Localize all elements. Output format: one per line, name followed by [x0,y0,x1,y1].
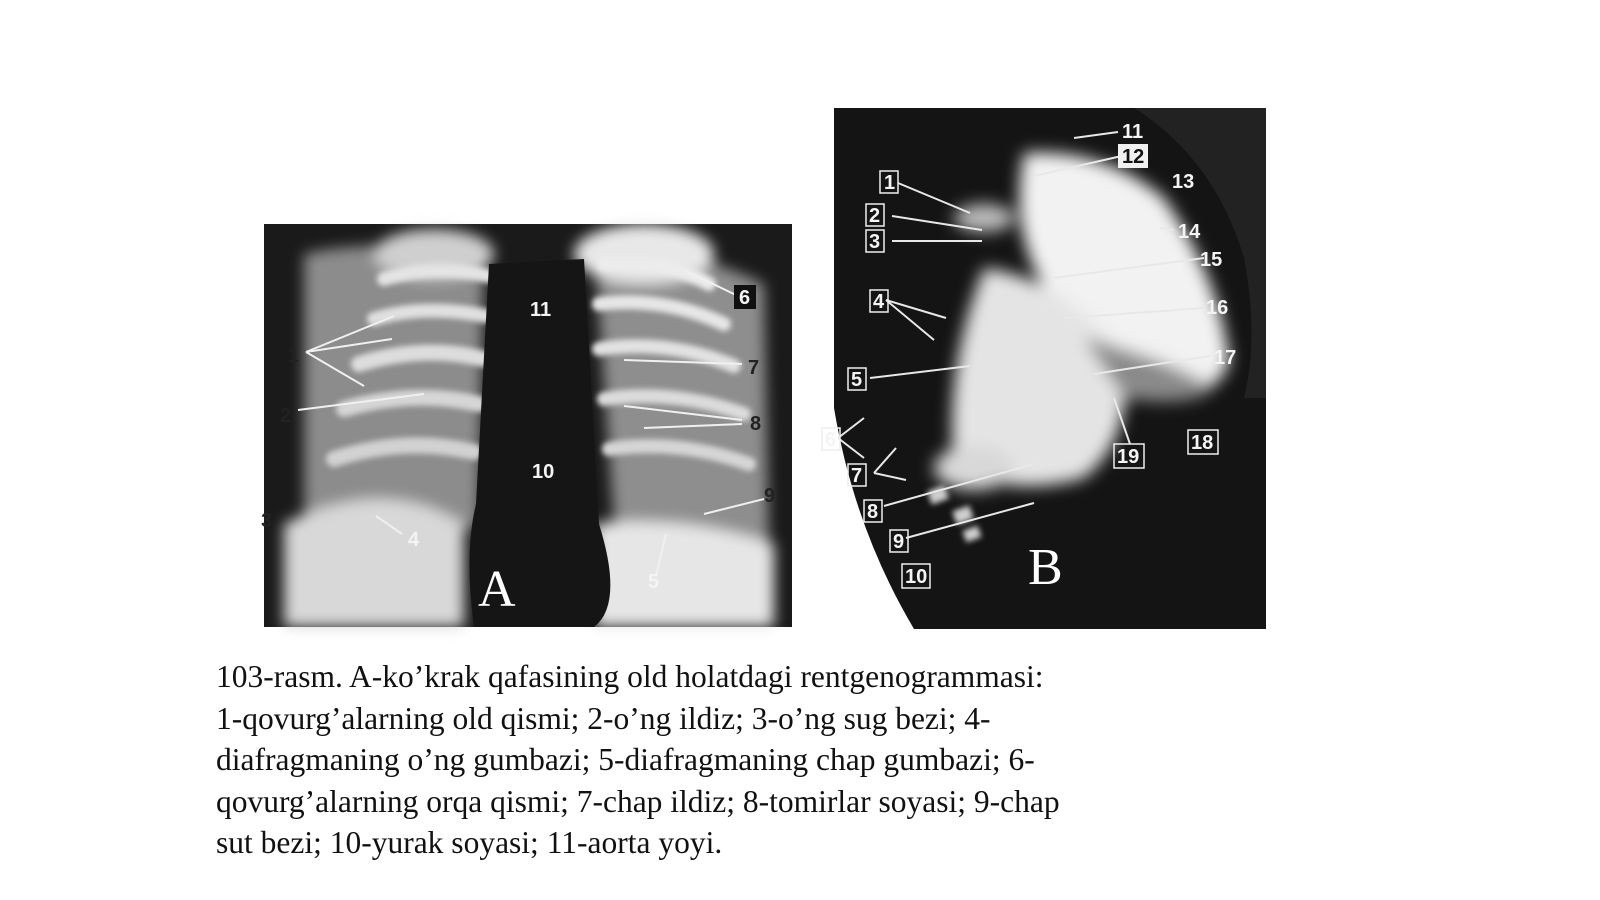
xray-b-label-4: 4 [873,291,885,313]
xray-a-label-2: 2 [280,405,292,427]
xray-a-image [261,224,792,627]
xray-b-label-7: 7 [851,465,863,487]
xray-b-label-11: 11 [1122,121,1144,143]
xray-a-label-11: 11 [530,299,552,321]
xray-b-label-19: 19 [1117,446,1140,468]
xray-b-panel-letter: B [1028,539,1063,596]
xray-a-label-8: 8 [750,413,762,435]
caption-line-5: sut bezi; 10-yurak soyasi; 11-aorta yoyi. [216,825,723,860]
figure-caption [216,656,1296,864]
xray-b-image [825,108,1266,629]
caption-line-1: 103-rasm. A-ko’krak qafasining old holatdagi rentgenogrammasi: [216,659,1044,694]
caption-line-3: diafragmaning o’ng gumbazi; 5-diafragmaning chap gumbazi; 6- [216,742,1035,777]
xray-b-label-15: 15 [1200,249,1223,271]
xray-b-label-9: 9 [893,531,905,553]
xray-b-label-18: 18 [1191,432,1214,454]
xray-a-label-4: 4 [408,529,420,551]
xray-a-label-3: 3 [261,510,273,532]
xray-figure-a [261,224,792,627]
xray-b-label-6: 6 [825,429,837,451]
xray-b-label-13: 13 [1172,171,1195,193]
xray-a-label-5: 5 [648,571,660,593]
xray-b-label-10: 10 [905,566,928,588]
xray-figure-b [825,108,1266,629]
xray-a-panel-letter: A [478,561,516,618]
xray-b-label-1: 1 [884,172,896,194]
xray-b-label-16: 16 [1206,297,1229,319]
xray-b-label-3: 3 [869,231,881,253]
xray-a-label-9: 9 [764,485,776,507]
xray-b-label-2: 2 [869,205,881,227]
xray-b-label-8: 8 [867,501,879,523]
xray-a-label-1: 1 [288,345,300,367]
caption-line-4: qovurg’alarning orqa qismi; 7-chap ildiz; 8-tomirlar soyasi; 9-chap [216,783,1060,819]
caption-line-2: 1-qovurg’alarning old qismi; 2-o’ng ildiz; 3-o’ng sug bezi; 4- [216,700,991,736]
xray-a-label-6: 6 [739,287,751,309]
xray-a-label-10: 10 [532,461,555,483]
xray-b-label-14: 14 [1178,221,1201,243]
xray-b-label-12: 12 [1122,146,1145,168]
xray-a-label-7: 7 [748,357,760,379]
xray-b-label-5: 5 [851,369,863,391]
xray-b-label-17: 17 [1214,347,1237,369]
